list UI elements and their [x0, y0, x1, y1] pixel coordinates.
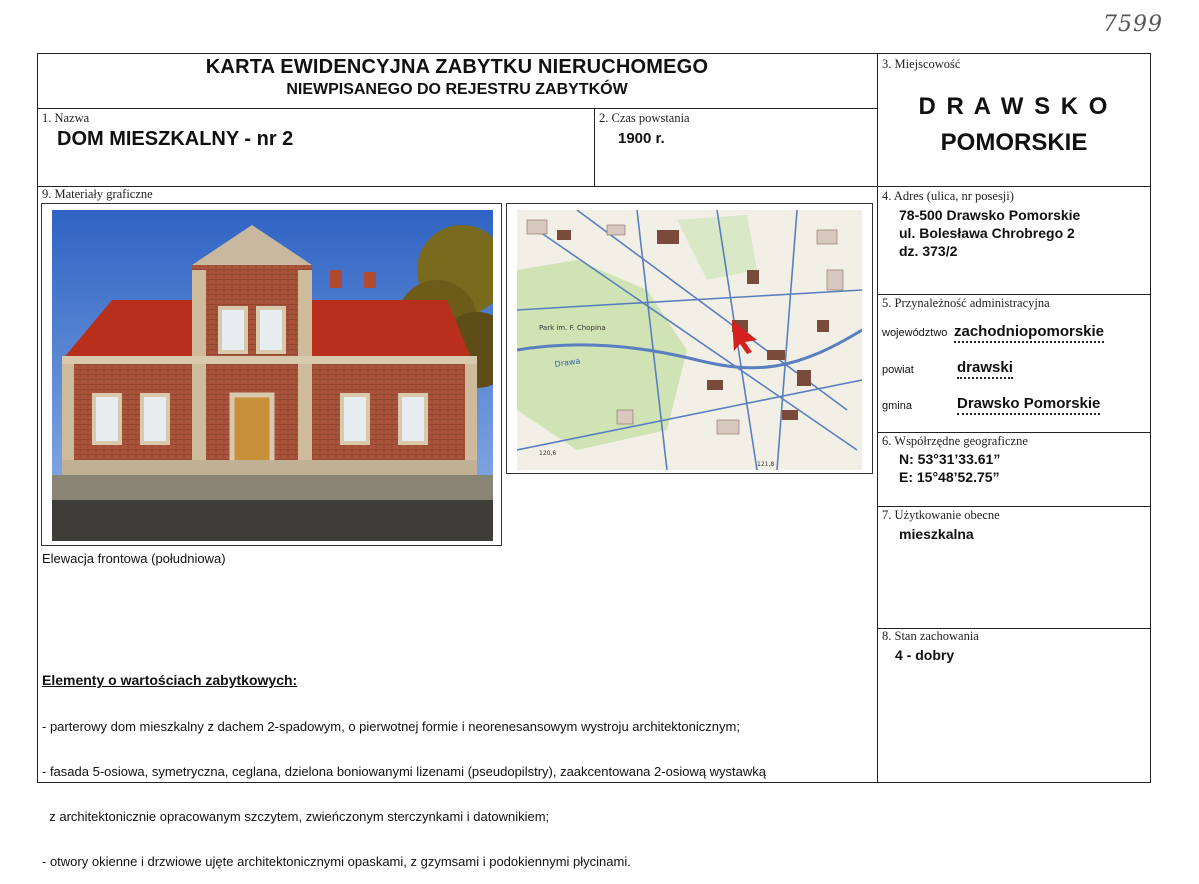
nazwa-value: DOM MIESZKALNY - nr 2 [57, 128, 294, 150]
czas-value: 1900 r. [618, 130, 665, 147]
czas-field [594, 108, 877, 186]
uzytkowanie-field [877, 506, 1151, 628]
miejscowosc-value-1: D R A W S K O [918, 93, 1110, 120]
adres-line-2: ul. Bolesława Chrobrego 2 [899, 225, 1075, 241]
stan-label: 8. Stan zachowania [882, 629, 979, 643]
nazwa-field [37, 108, 594, 186]
gmina-value: Drawsko Pomorskie [957, 395, 1100, 415]
photo-caption: Elewacja frontowa (południowa) [42, 551, 226, 566]
map-park-label: Park im. F. Chopina [539, 324, 606, 332]
gmina-label: gmina [882, 400, 912, 412]
przynaleznosc-label: 5. Przynależność administracyjna [882, 296, 1050, 310]
wojewodztwo-value: zachodniopomorskie [954, 323, 1104, 343]
adres-label: 4. Adres (ulica, nr posesji) [882, 189, 1014, 203]
inventory-number: 7599 [1103, 12, 1163, 37]
czas-label: 2. Czas powstania [599, 111, 690, 125]
adres-field [877, 186, 1151, 294]
map-elevation-1: 120,6 [539, 450, 557, 457]
powiat-value: drawski [957, 359, 1013, 379]
wspolrzedne-n: N: 53°31’33.61” [899, 451, 1001, 467]
stan-value: 4 - dobry [895, 647, 955, 663]
elements-item: - parterowy dom mieszkalny z dachem 2-spadowym, o pierwotnej formie i neorenesansowym wystroju architektonicznym; [42, 719, 740, 734]
card-title [37, 56, 877, 99]
wspolrzedne-field [877, 432, 1151, 506]
title-line-1: KARTA EWIDENCYJNA ZABYTKU NIERUCHOMEGO [205, 56, 709, 78]
adres-line-1: 78-500 Drawsko Pomorskie [899, 207, 1081, 223]
building-photo [41, 203, 502, 546]
title-line-2: NIEWPISANEGO DO REJESTRU ZABYTKÓW [286, 81, 628, 98]
adres-line-3: dz. 373/2 [899, 243, 958, 259]
elements-item: z architektonicznie opracowanym szczytem, zwieńczonym sterczynkami i datownikiem; [42, 809, 550, 824]
wspolrzedne-e: E: 15°48’52.75” [899, 469, 1000, 485]
stan-field [877, 628, 1151, 783]
wspolrzedne-label: 6. Współrzędne geograficzne [882, 434, 1028, 448]
miejscowosc-label: 3. Miejscowość [882, 57, 961, 71]
elements-item: - otwory okienne i drzwiowe ujęte architektonicznymi opaskami, z gzymsami i podokiennymi płycinami. [42, 854, 631, 869]
uzytkowanie-value: mieszkalna [899, 526, 974, 542]
materialy-label: 9. Materiały graficzne [42, 187, 153, 201]
wojewodztwo-label: województwo [882, 327, 948, 339]
map-river-label: Drawa [554, 356, 581, 369]
przynaleznosc-field [877, 294, 1151, 432]
miejscowosc-field [877, 53, 1151, 186]
elements-heading: Elementy o wartościach zabytkowych: [42, 672, 298, 688]
nazwa-label: 1. Nazwa [42, 111, 90, 125]
uzytkowanie-label: 7. Użytkowanie obecne [882, 508, 1000, 522]
miejscowosc-value-2: POMORSKIE [940, 129, 1088, 156]
elements-item: - fasada 5-osiowa, symetryczna, ceglana, dzielona boniowanymi lizenami (pseudopilstry), zaakcentowana 2-osiową wystawką [42, 764, 767, 779]
elements-list [42, 689, 872, 884]
map-elevation-2: 121,8 [757, 461, 775, 468]
location-map [506, 203, 873, 474]
powiat-label: powiat [882, 364, 914, 376]
